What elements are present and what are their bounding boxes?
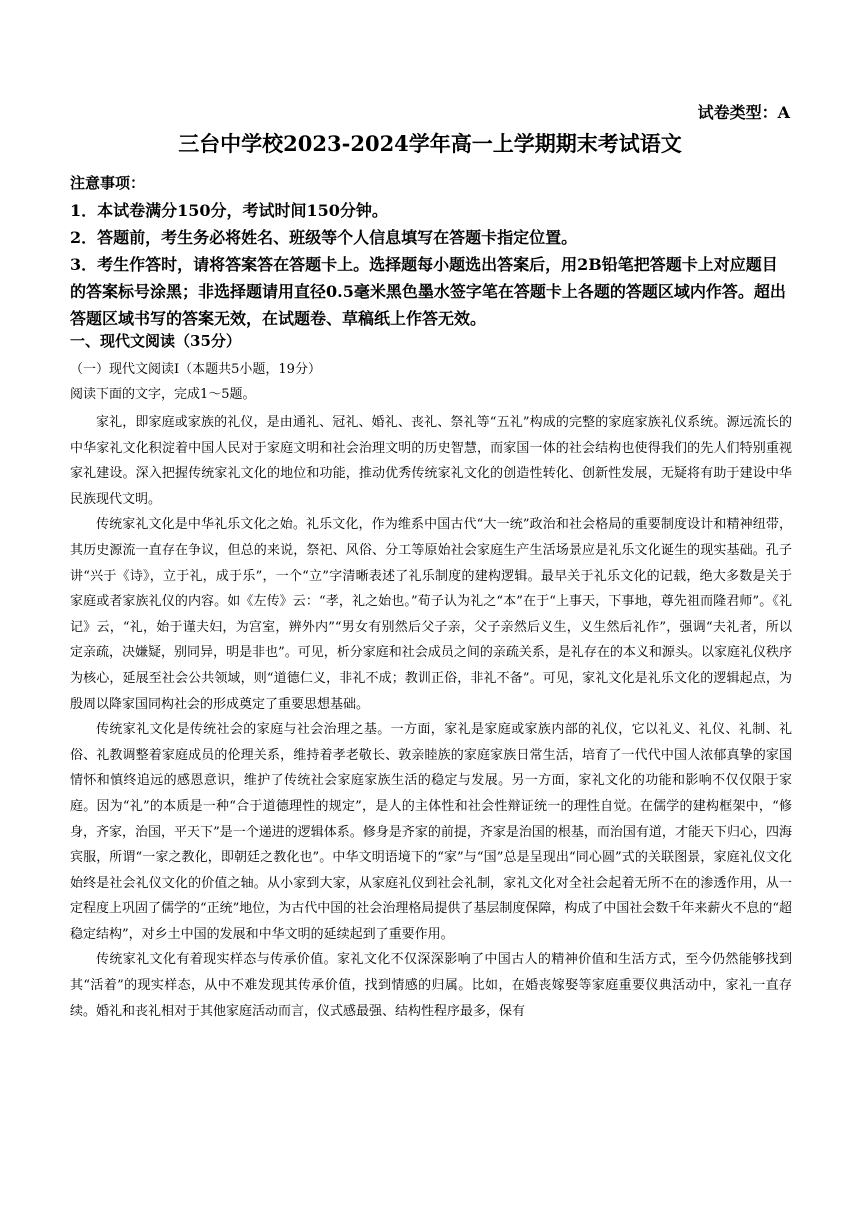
reading-instruction: 阅读下面的文字，完成1～5题。 bbox=[70, 387, 256, 402]
passage-paragraph: 传统家礼文化有着现实样态与传承价值。家礼文化不仅深深影响了中国古人的精神价值和生活方式，至今仍然能够找到其“活着”的现实样态，从中不难发现其传承价值，找到情感的归属。比如，在婚丧嫁娶等家庭重要仪典活动中，家礼一直存续。婚礼和丧礼相对于其他家庭活动而言，仪式感最强、结构性程序最多，保有 bbox=[70, 952, 792, 1019]
reading-passage bbox=[70, 410, 792, 1024]
section-subheading: （一）现代文阅读Ⅰ（本题共5小题，19分） bbox=[70, 362, 321, 377]
passage-paragraph: 传统家礼文化是传统社会的家庭与社会治理之基。一方面，家礼是家庭或家族内部的礼仪，它以礼义、礼仪、礼制、礼俗、礼教调整着家庭成员的伦理关系，维持着孝老敬长、敦亲睦族的家庭家族日常生活，培育了一代代中国人浓郁真挚的家国情怀和慎终追远的感恩意识，维护了传统社会家庭家族生活的稳定与发展。另一方面，家礼文化的功能和影响不仅仅限于家庭。因为“礼”的本质是一种“合于道德理性的规定”，是人的主体性和社会性辩证统一的理性自觉。在儒学的建构框架中，“修身，齐家，治国，平天下”是一个递进的逻辑体系。修身是齐家的前提，齐家是治国的根基，而治国有道，才能天下归心，四海宾服，所谓“一家之教化，即朝廷之教化也”。中华文明语境下的“家”与“国”总是呈现出“同心圆”式的关联图景，家庭礼仪文化始终是社会礼仪文化的价值之轴。从小家到大家，从家庭礼仪到社会礼制，家礼文化对全社会起着无所不在的渗透作用，从一定程度上巩固了儒学的“正统”地位，为古代中国的社会治理格局提供了基层制度保障，构成了中国社会数千年来薪火不息的“超稳定结构”，对乡土中国的发展和中华文明的延续起到了重要作用。 bbox=[70, 722, 792, 942]
notice-title: 注意事项： bbox=[70, 174, 146, 192]
passage-paragraph: 家礼，即家庭或家族的礼仪，是由通礼、冠礼、婚礼、丧礼、祭礼等“五礼”构成的完整的家庭家族礼仪系统。源远流长的中华家礼文化积淀着中国人民对于家庭文明和社会治理文明的历史智慧，而家国一体的社会结构也使得我们的先人们特别重视家礼建设。深入把握传统家礼文化的地位和功能，推动优秀传统家礼文化的创造性转化、创新性发展，无疑将有助于建设中华民族现代文明。 bbox=[70, 415, 792, 507]
notice-item: 1．本试卷满分150分，考试时间150分钟。 bbox=[70, 201, 388, 220]
paper-type-label: 试卷类型：A bbox=[697, 103, 790, 122]
notice-item: 2．答题前，考生务必将姓名、班级等个人信息填写在答题卡指定位置。 bbox=[70, 228, 578, 247]
notice-list bbox=[70, 197, 792, 332]
notice-item: 3．考生作答时，请将答案答在答题卡上。选择题每小题选出答案后，用2B铅笔把答题卡上对应题目的答案标号涂黑；非选择题请用直径0.5毫米黑色墨水签字笔在答题卡上各题的答题区域内作答。超出答题区域书写的答案无效，在试题卷、草稿纸上作答无效。 bbox=[70, 255, 786, 328]
page-title: 三台中学校2023-2024学年高一上学期期末考试语文 bbox=[178, 131, 682, 156]
passage-paragraph: 传统家礼文化是中华礼乐文化之始。礼乐文化，作为维系中国古代“大一统”政治和社会格局的重要制度设计和精神纽带，其历史源流一直存在争议，但总的来说，祭祀、风俗、分工等原始社会家庭生产生活场景应是礼乐文化诞生的现实基础。孔子讲“兴于《诗》，立于礼，成于乐”，一个“立”字清晰表述了礼乐制度的建构逻辑。最早关于礼乐文化的记载，绝大多数是关于家庭或者家族礼仪的内容。如《左传》云：“孝，礼之始也。”荀子认为礼之“本”在于“上事天，下事地，尊先祖而隆君师”。《礼记》云，“礼，始于谨夫妇，为宫室，辨外内”“男女有别然后父子亲，父子亲然后义生，义生然后礼作”，强调“夫礼者，所以定亲疏，决嫌疑，别同异，明是非也”。可见，析分家庭和社会成员之间的亲疏关系，是礼存在的本义和源头。以家庭礼仪秩序为核心，延展至社会公共领域，则“道德仁义，非礼不成；教训正俗，非礼不备”。可见，家礼文化是礼乐文化的逻辑起点，为殷周以降家国同构社会的形成奠定了重要思想基础。 bbox=[70, 517, 792, 712]
section-heading: 一、现代文阅读（35分） bbox=[70, 332, 241, 350]
